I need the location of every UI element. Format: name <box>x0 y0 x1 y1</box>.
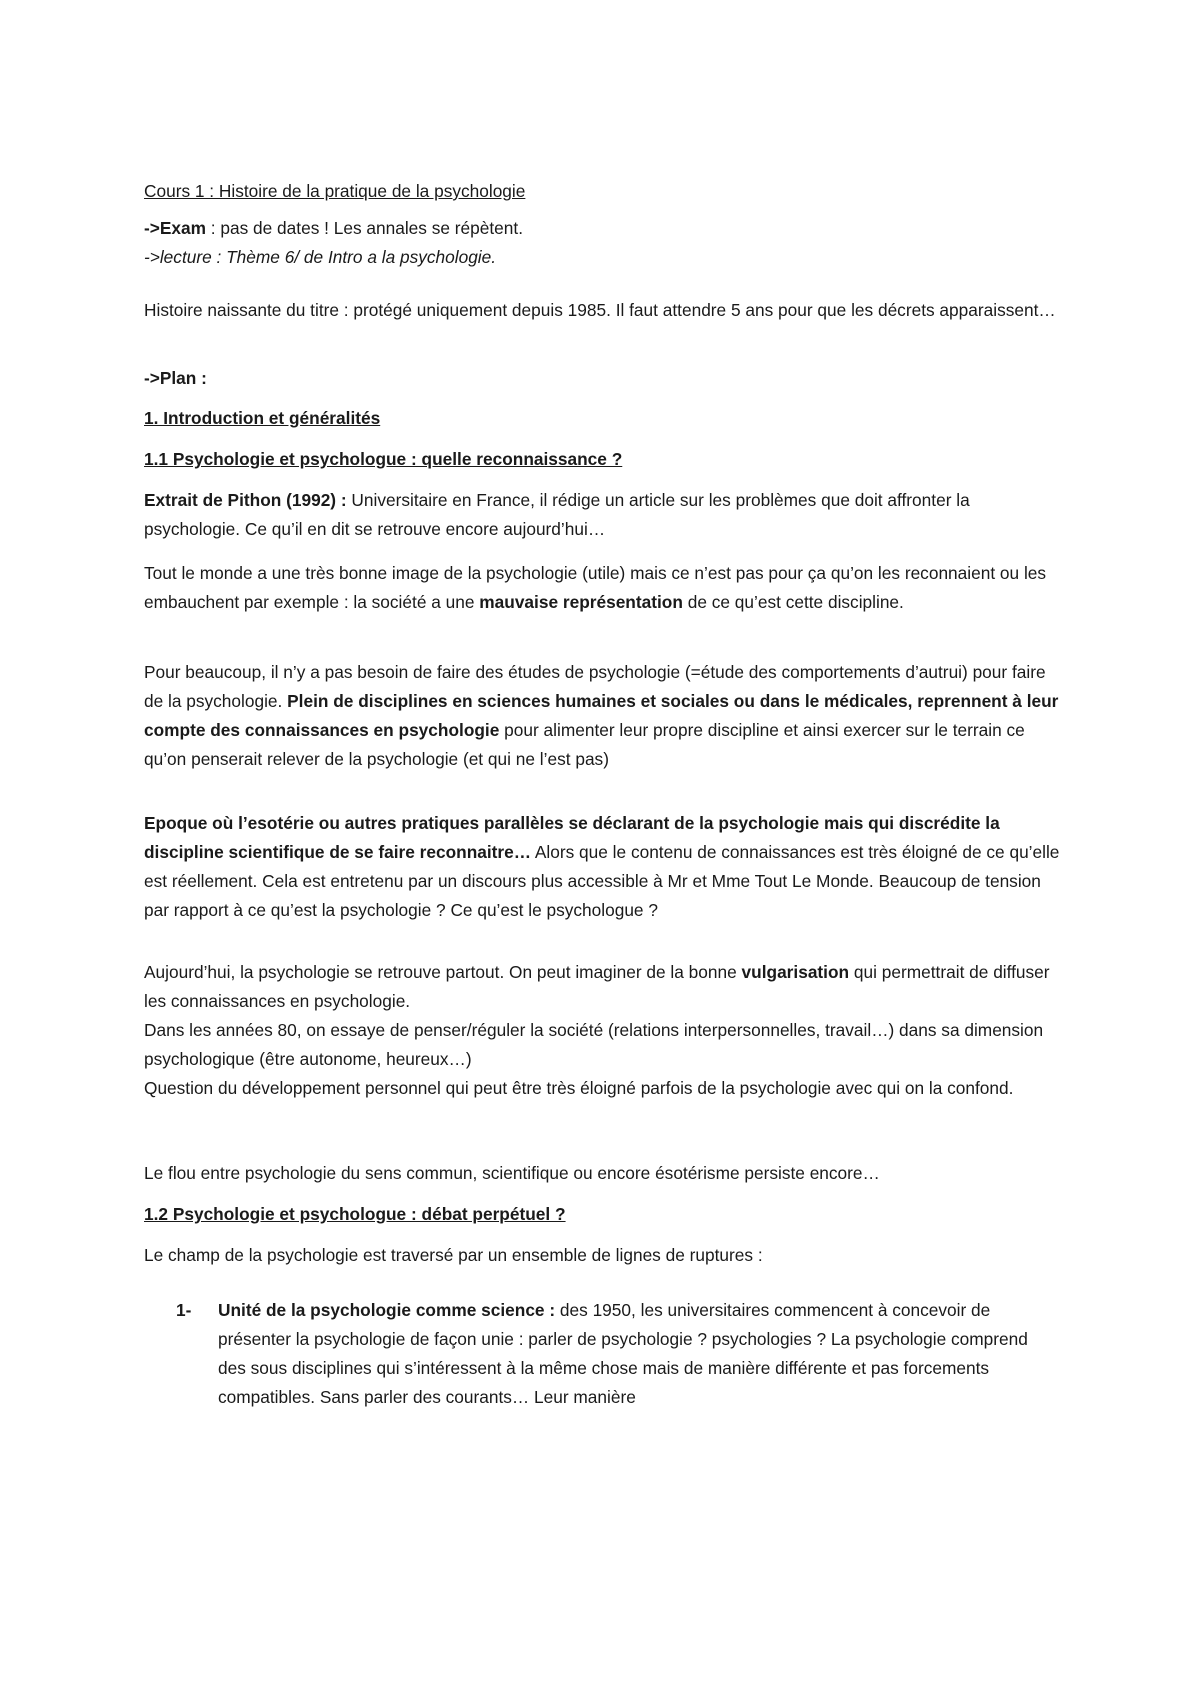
list-item-number: 1- <box>176 1300 192 1320</box>
beaucoup-text-bold: Plein de disciplines en sciences humaines et sociales ou dans le médicales, reprennent à leur compte des connaissances en psychologie <box>144 691 1059 740</box>
exam-label: ->Exam <box>144 218 206 238</box>
auj-text-c: qui permettrait de diffuser les connaissances en psychologie. <box>144 962 1050 1011</box>
exam-note <box>144 214 1060 243</box>
list-item <box>218 1296 1060 1412</box>
paragraph-question: Question du développement personnel qui peut être très éloigné parfois de la psychologie avec qui on la confond. <box>144 1078 1014 1098</box>
paragraph-titre: Histoire naissante du titre : protégé uniquement depuis 1985. Il faut attendre 5 ans pour que les décrets apparaissent… <box>144 300 1056 320</box>
list-item-text: des 1950, les universitaires commencent à concevoir de présenter la psychologie de façon unie : parler de psychologie ? psychologies ? La psychologie comprend des sous disciplines qui s’intéressent à la même chose mais de manière différente et pas forcements compatibles. Sans parler des courants… Leur manière <box>218 1300 1028 1407</box>
heading-1-1: 1.1 Psychologie et psychologue : quelle reconnaissance ? <box>144 449 623 469</box>
paragraph-annees: Dans les années 80, on essaye de penser/réguler la société (relations interpersonnelles, travail…) dans sa dimension psychologique (être autonome, heureux…) <box>144 1020 1044 1069</box>
plan-label: ->Plan : <box>144 368 207 388</box>
beaucoup-text-a: Pour beaucoup, il n’y a pas besoin de faire des études de psychologie (=étude des comportements d’autrui) pour faire de la psychologie. <box>144 662 1046 711</box>
auj-text-a: Aujourd’hui, la psychologie se retrouve partout. On peut imaginer de la bonne <box>144 962 742 982</box>
heading-1: 1. Introduction et généralités <box>144 408 381 428</box>
paragraph-pithon <box>144 486 1060 544</box>
image-text-bold: mauvaise représentation <box>479 592 683 612</box>
beaucoup-text-c: pour alimenter leur propre discipline et ainsi exercer sur le terrain ce qu’on penserait relever de la psychologie (et qui ne l’est pas) <box>144 720 1025 769</box>
paragraph-aujourdhui <box>144 958 1060 1016</box>
image-text-a: Tout le monde a une très bonne image de la psychologie (utile) mais ce n’est pas pour ça qu’on les reconnaient ou les embauchent par exemple : la société a une <box>144 563 1047 612</box>
paragraph-flou: Le flou entre psychologie du sens commun, scientifique ou encore ésotérisme persiste encore… <box>144 1163 880 1183</box>
paragraph-image <box>144 559 1060 617</box>
auj-text-bold: vulgarisation <box>741 962 850 982</box>
pithon-label: Extrait de Pithon (1992) : <box>144 490 347 510</box>
list-item-label: Unité de la psychologie comme science : <box>218 1300 556 1320</box>
paragraph-epoque <box>144 809 1060 925</box>
epoque-text-bold: Epoque où l’esotérie ou autres pratiques parallèles se déclarant de la psychologie mais qui discrédite la discipline scientifique de se faire reconnaitre… <box>144 813 1000 862</box>
heading-1-2: 1.2 Psychologie et psychologue : débat perpétuel ? <box>144 1204 566 1224</box>
lecture-note: ->lecture : Thème 6/ de Intro a la psychologie. <box>144 247 497 267</box>
epoque-text: Alors que le contenu de connaissances est très éloigné de ce qu’elle est réellement. Cela est entretenu par un discours plus accessible à Mr et Mme Tout Le Monde. Beaucoup de tension par rapport à ce qu’est la psychologie ? Ce qu’est le psychologue ? <box>144 842 1060 920</box>
pithon-text: Universitaire en France, il rédige un article sur les problèmes que doit affronter la psychologie. Ce qu’il en dit se retrouve encore aujourd’hui… <box>144 490 970 539</box>
paragraph-champ: Le champ de la psychologie est traversé par un ensemble de lignes de ruptures : <box>144 1245 763 1265</box>
exam-text: : pas de dates ! Les annales se répètent. <box>205 218 524 238</box>
image-text-c: de ce qu’est cette discipline. <box>682 592 904 612</box>
page-title: Cours 1 : Histoire de la pratique de la psychologie <box>144 181 526 201</box>
paragraph-beaucoup <box>144 658 1060 774</box>
